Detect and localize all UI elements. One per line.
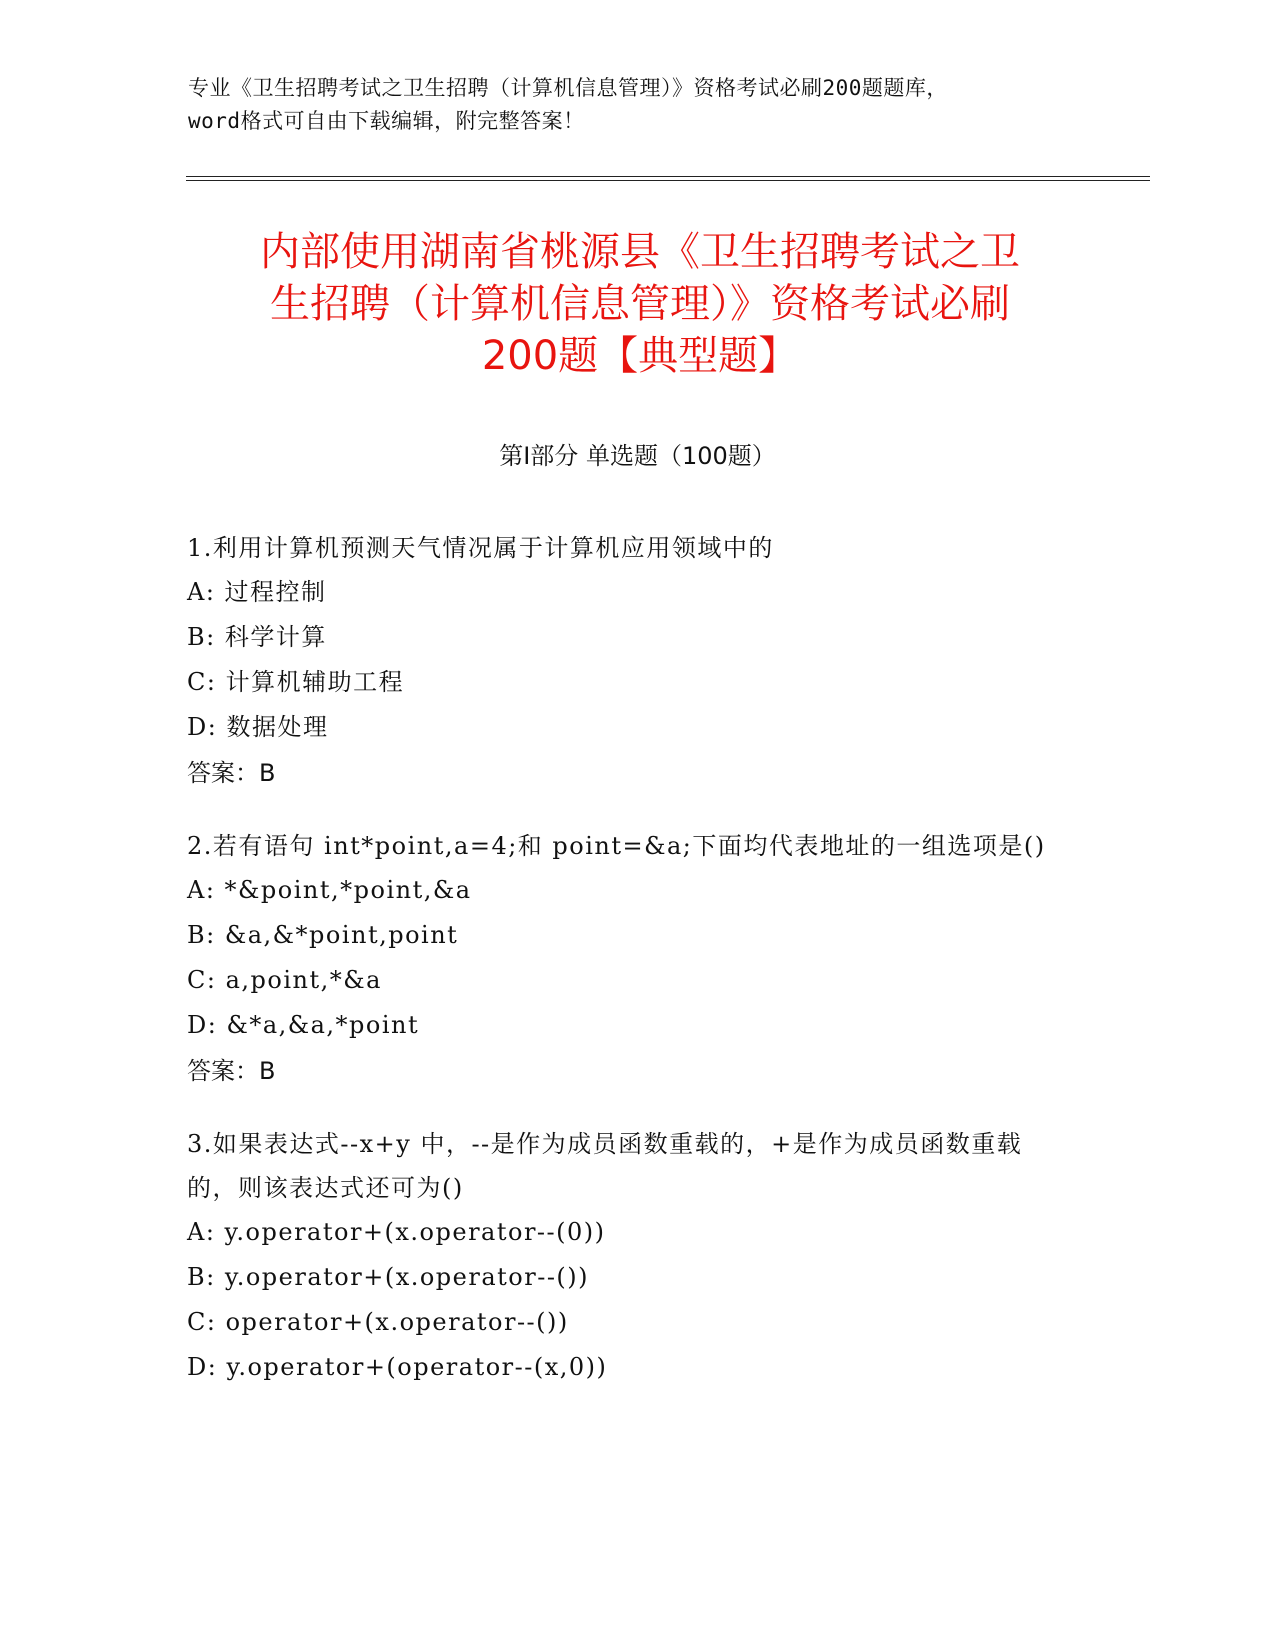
header-line-2: word格式可自由下载编辑，附完整答案！ bbox=[188, 109, 585, 133]
option-c: C: a,point,*&a bbox=[187, 966, 382, 994]
answer: 答案：B bbox=[187, 1057, 276, 1085]
option-a: A: *&point,*point,&a bbox=[187, 876, 472, 904]
question-3 bbox=[187, 1122, 1067, 1390]
option-b: B: 科学计算 bbox=[187, 623, 327, 651]
option-d: D: y.operator+(operator--(x,0)) bbox=[187, 1353, 608, 1381]
option-d: D: 数据处理 bbox=[187, 713, 329, 741]
document-title bbox=[160, 226, 1120, 382]
header-line-1: 专业《卫生招聘考试之卫生招聘（计算机信息管理）》资格考试必刷200题题库， bbox=[188, 76, 948, 100]
question-list bbox=[187, 526, 1067, 1418]
question-text: 1.利用计算机预测天气情况属于计算机应用领域中的 bbox=[187, 534, 774, 562]
title-line-3: 200题【典型题】 bbox=[481, 333, 799, 379]
question-text: 2.若有语句 int*point,a=4;和 point=&a;下面均代表地址的一组选项是() bbox=[187, 832, 1046, 860]
section-heading: 第Ⅰ部分 单选题（100题） bbox=[499, 442, 776, 470]
question-2 bbox=[187, 824, 1067, 1094]
option-a: A: 过程控制 bbox=[187, 578, 327, 606]
option-d: D: &*a,&a,*point bbox=[187, 1011, 420, 1039]
option-b: B: &a,&*point,point bbox=[187, 921, 459, 949]
document-header bbox=[188, 72, 1088, 138]
question-text: 3.如果表达式--x+y 中，--是作为成员函数重载的，+是作为成员函数重载的，则该表达式还可为() bbox=[187, 1130, 1023, 1202]
option-a: A: y.operator+(x.operator--(0)) bbox=[187, 1218, 606, 1246]
title-line-2: 生招聘（计算机信息管理）》资格考试必刷 bbox=[270, 281, 1010, 327]
header-divider-bottom bbox=[186, 180, 1150, 181]
question-1 bbox=[187, 526, 1067, 796]
header-divider-top bbox=[186, 176, 1150, 177]
answer: 答案：B bbox=[187, 759, 276, 787]
option-c: C: 计算机辅助工程 bbox=[187, 668, 405, 696]
title-line-1: 内部使用湖南省桃源县《卫生招聘考试之卫 bbox=[260, 229, 1020, 275]
option-c: C: operator+(x.operator--()) bbox=[187, 1308, 569, 1336]
option-b: B: y.operator+(x.operator--()) bbox=[187, 1263, 590, 1291]
